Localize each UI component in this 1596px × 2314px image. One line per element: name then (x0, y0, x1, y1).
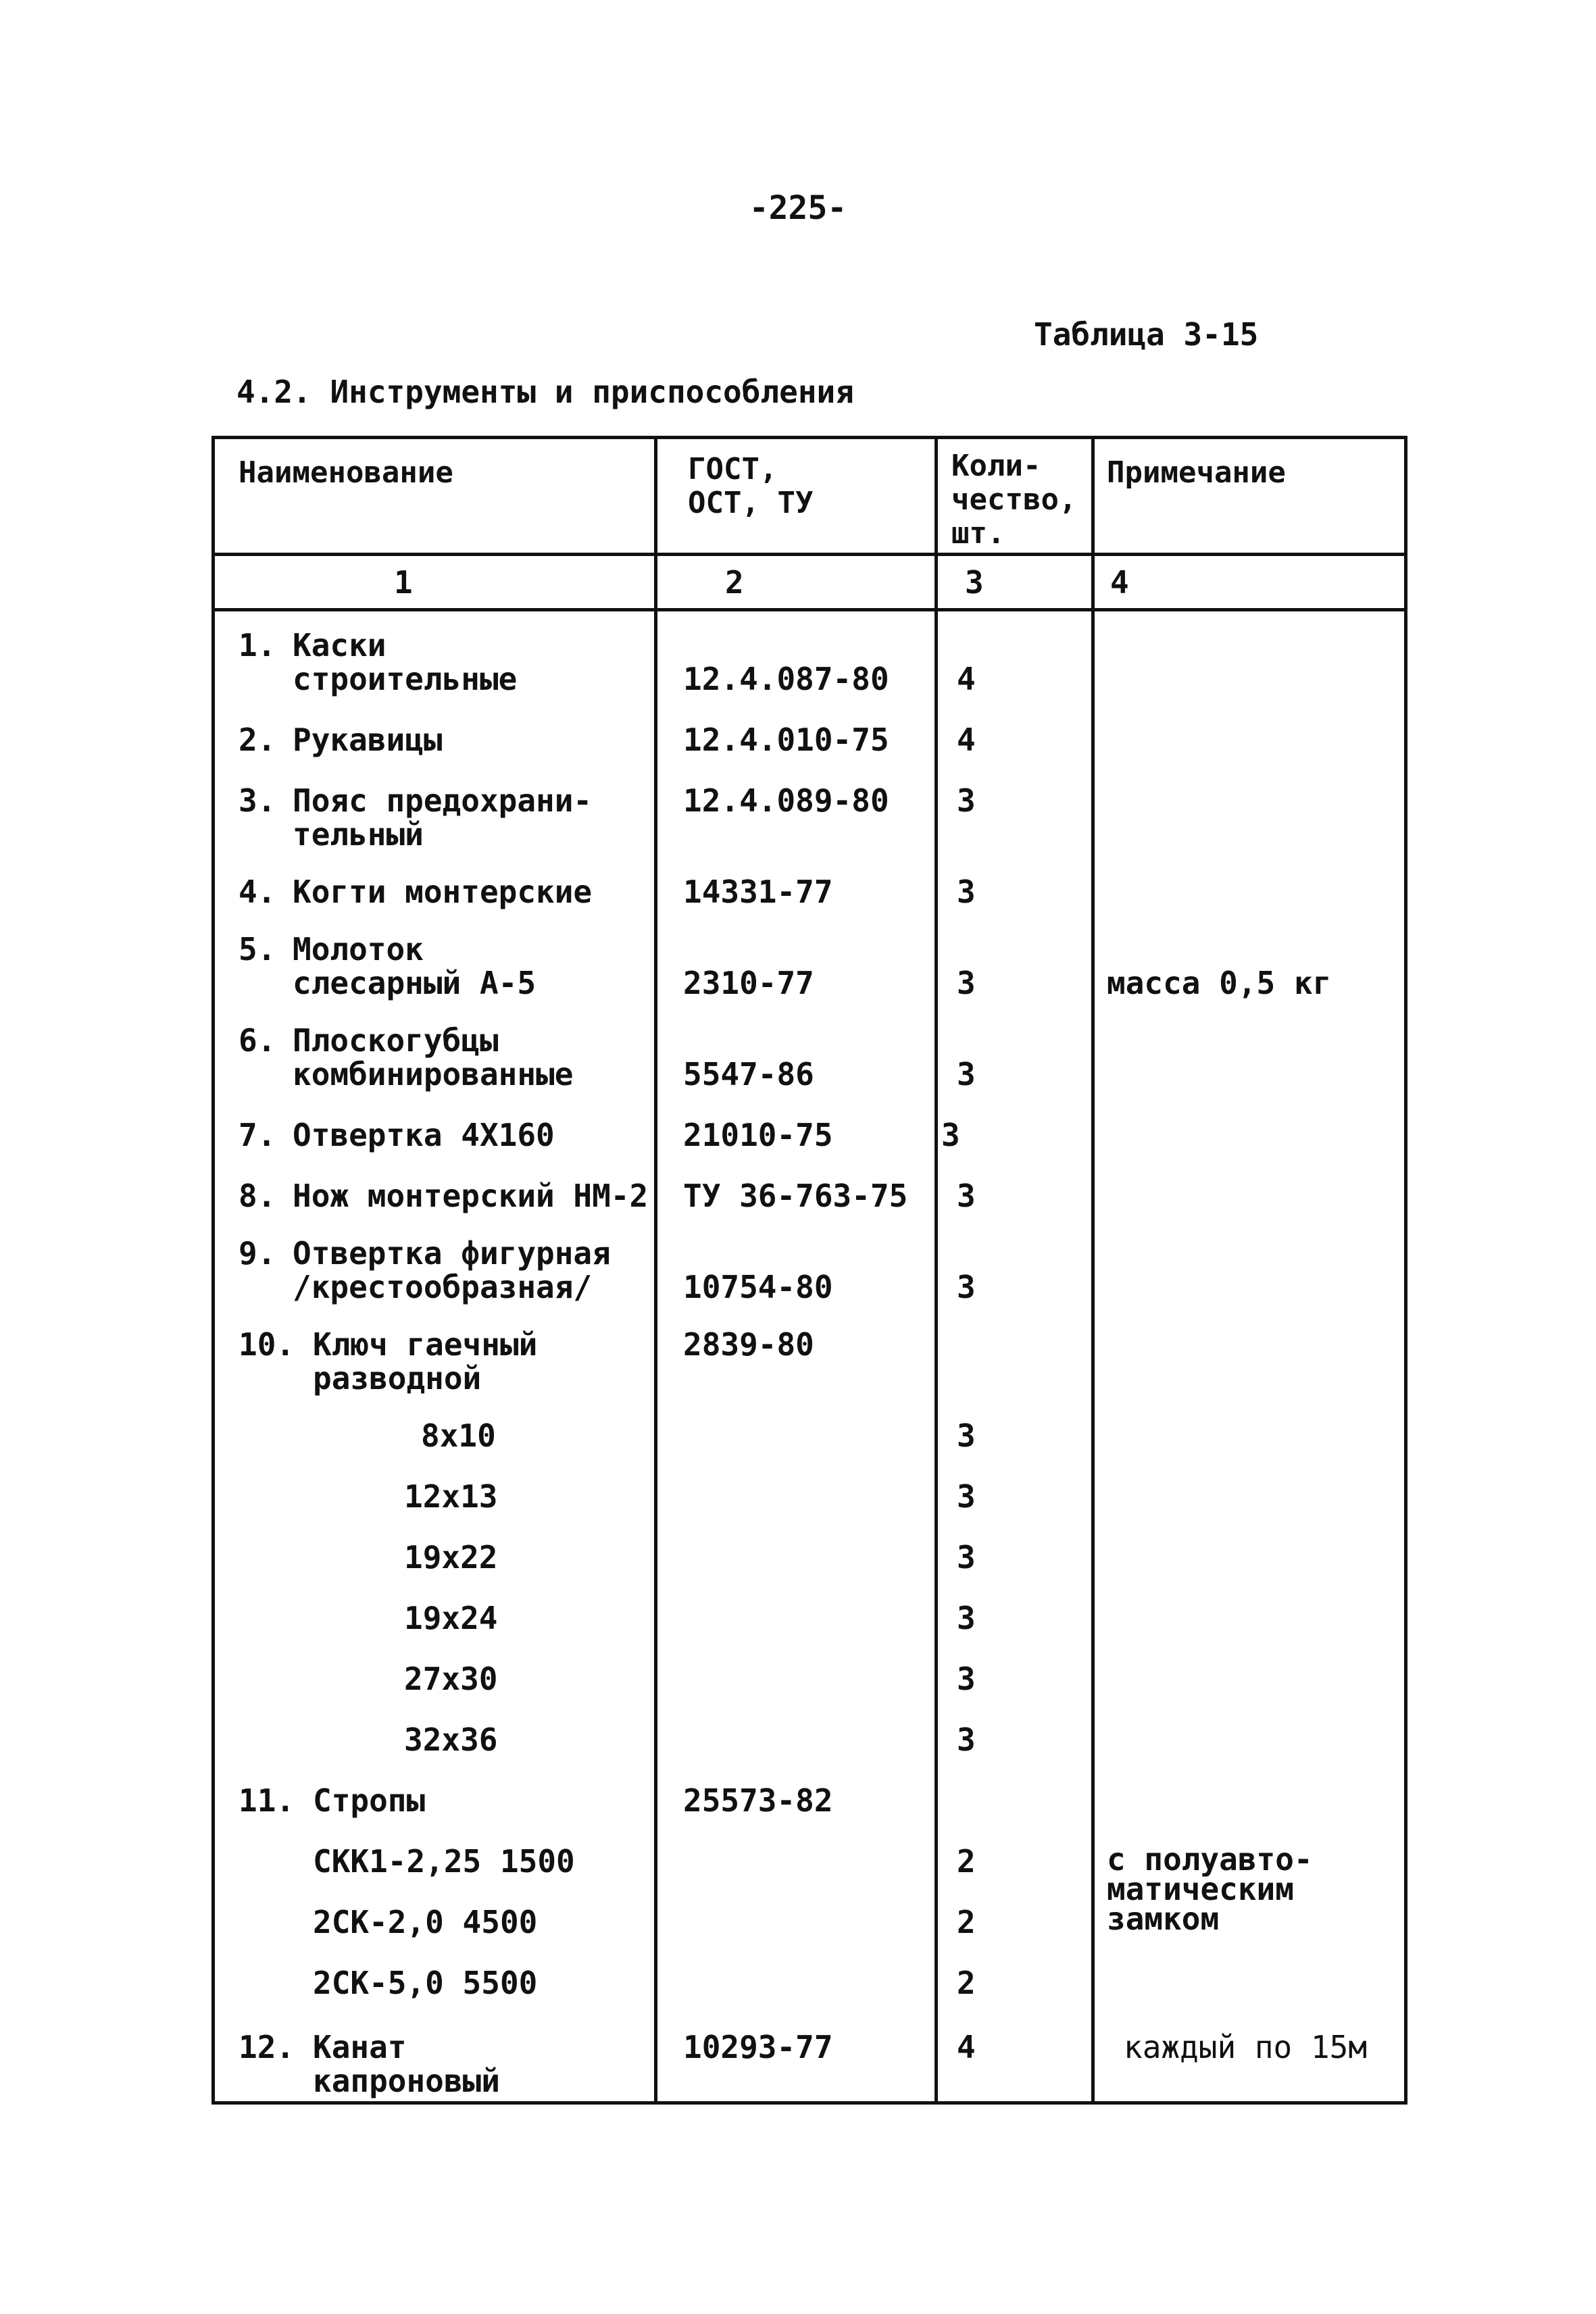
item-gost: 14331-77 (683, 874, 833, 910)
row-number: 7. (239, 1117, 276, 1153)
item-qty: 3 (957, 1600, 976, 1636)
item-qty: 3 (941, 1117, 960, 1153)
column-divider (654, 439, 657, 2101)
item-qty: 3 (957, 1269, 976, 1305)
row-number: 1. (239, 627, 276, 663)
item-qty: 3 (957, 782, 976, 819)
item-name: Когти монтерские (293, 874, 593, 910)
item-size: 19х22 (404, 1539, 498, 1576)
item-gost: 12.4.089-80 (683, 782, 889, 819)
item-qty: 3 (957, 1056, 976, 1092)
column-number: 1 (394, 564, 413, 601)
item-size: 27х30 (404, 1661, 498, 1697)
item-gost: 2310-77 (683, 965, 814, 1001)
item-name: Отвертка 4Х160 (293, 1117, 555, 1153)
item-note: каждый по 15м (1124, 2029, 1368, 2065)
item-name: Нож монтерский НМ-2 (293, 1178, 649, 1214)
item-qty: 2 (957, 1904, 976, 1940)
item-gost: 25573-82 (683, 1782, 833, 1819)
row-number: 4. (239, 874, 276, 910)
item-subtype: 2СК-2,0 4500 (313, 1904, 538, 1940)
row-number: 8. (239, 1178, 276, 1214)
item-qty: 4 (957, 661, 976, 697)
item-gost: 12.4.010-75 (683, 722, 889, 758)
tools-table (211, 436, 1407, 2105)
item-note: с полуавто- матическим замком (1107, 1841, 1313, 1937)
row-number: 9. (239, 1235, 276, 1272)
item-name: Рукавицы (293, 722, 443, 758)
header-name: Наименование (239, 455, 453, 490)
item-qty: 2 (957, 1965, 976, 2001)
item-qty: 3 (957, 1417, 976, 1454)
item-subtype: 2СК-5,0 5500 (313, 1965, 538, 2001)
row-number: 10. (239, 1326, 295, 1363)
item-gost: 12.4.087-80 (683, 661, 889, 697)
item-gost: 10293-77 (683, 2029, 833, 2065)
item-name: Молоток слесарный А-5 (293, 931, 537, 1001)
table-caption: Таблица 3-15 (1034, 316, 1259, 353)
item-qty: 4 (957, 2029, 976, 2065)
column-divider (934, 439, 938, 2101)
item-note: масса 0,5 кг (1107, 965, 1332, 1001)
item-name: Канат капроновый (313, 2029, 500, 2099)
item-gost: 2839-80 (683, 1326, 814, 1363)
item-size: 12х13 (404, 1478, 498, 1515)
item-name: Каски строительные (293, 627, 518, 697)
item-qty: 3 (957, 1539, 976, 1576)
item-name: Плоскогубцы комбинированные (293, 1022, 574, 1092)
item-qty: 3 (957, 1478, 976, 1515)
row-number: 3. (239, 782, 276, 819)
item-subtype: СКК1-2,25 1500 (313, 1843, 575, 1880)
column-number: 2 (725, 564, 744, 601)
item-size: 32х36 (404, 1721, 498, 1758)
header-divider (215, 553, 1404, 556)
item-gost: ТУ 36-763-75 (683, 1178, 908, 1214)
item-size: 19х24 (404, 1600, 498, 1636)
item-name: Стропы (313, 1782, 426, 1819)
row-number: 6. (239, 1022, 276, 1059)
item-gost: 5547-86 (683, 1056, 814, 1092)
item-size: 8х10 (421, 1417, 496, 1454)
column-number: 3 (965, 564, 984, 601)
column-divider (1091, 439, 1095, 2101)
item-qty: 3 (957, 1178, 976, 1214)
item-qty: 3 (957, 965, 976, 1001)
item-qty: 3 (957, 1661, 976, 1697)
column-number: 4 (1110, 564, 1129, 601)
section-title: 4.2. Инструменты и приспособления (236, 374, 854, 410)
row-number: 11. (239, 1782, 295, 1819)
item-name: Отвертка фигурная /крестообразная/ (293, 1235, 611, 1305)
item-qty: 4 (957, 722, 976, 758)
item-gost: 10754-80 (683, 1269, 833, 1305)
item-name: Пояс предохрани- тельный (293, 782, 593, 853)
item-name: Ключ гаечный разводной (313, 1326, 538, 1397)
item-qty: 3 (957, 1721, 976, 1758)
row-number: 12. (239, 2029, 295, 2065)
item-qty: 2 (957, 1843, 976, 1880)
header-note: Примечание (1107, 455, 1286, 490)
row-number: 5. (239, 931, 276, 967)
item-gost: 21010-75 (683, 1117, 833, 1153)
page-number: -225- (749, 189, 847, 227)
row-number: 2. (239, 722, 276, 758)
header-gost: ГОСТ, ОСТ, ТУ (688, 452, 814, 520)
header-qty: Коли- чество, шт. (951, 449, 1077, 551)
item-qty: 3 (957, 874, 976, 910)
column-number-divider (215, 608, 1404, 611)
